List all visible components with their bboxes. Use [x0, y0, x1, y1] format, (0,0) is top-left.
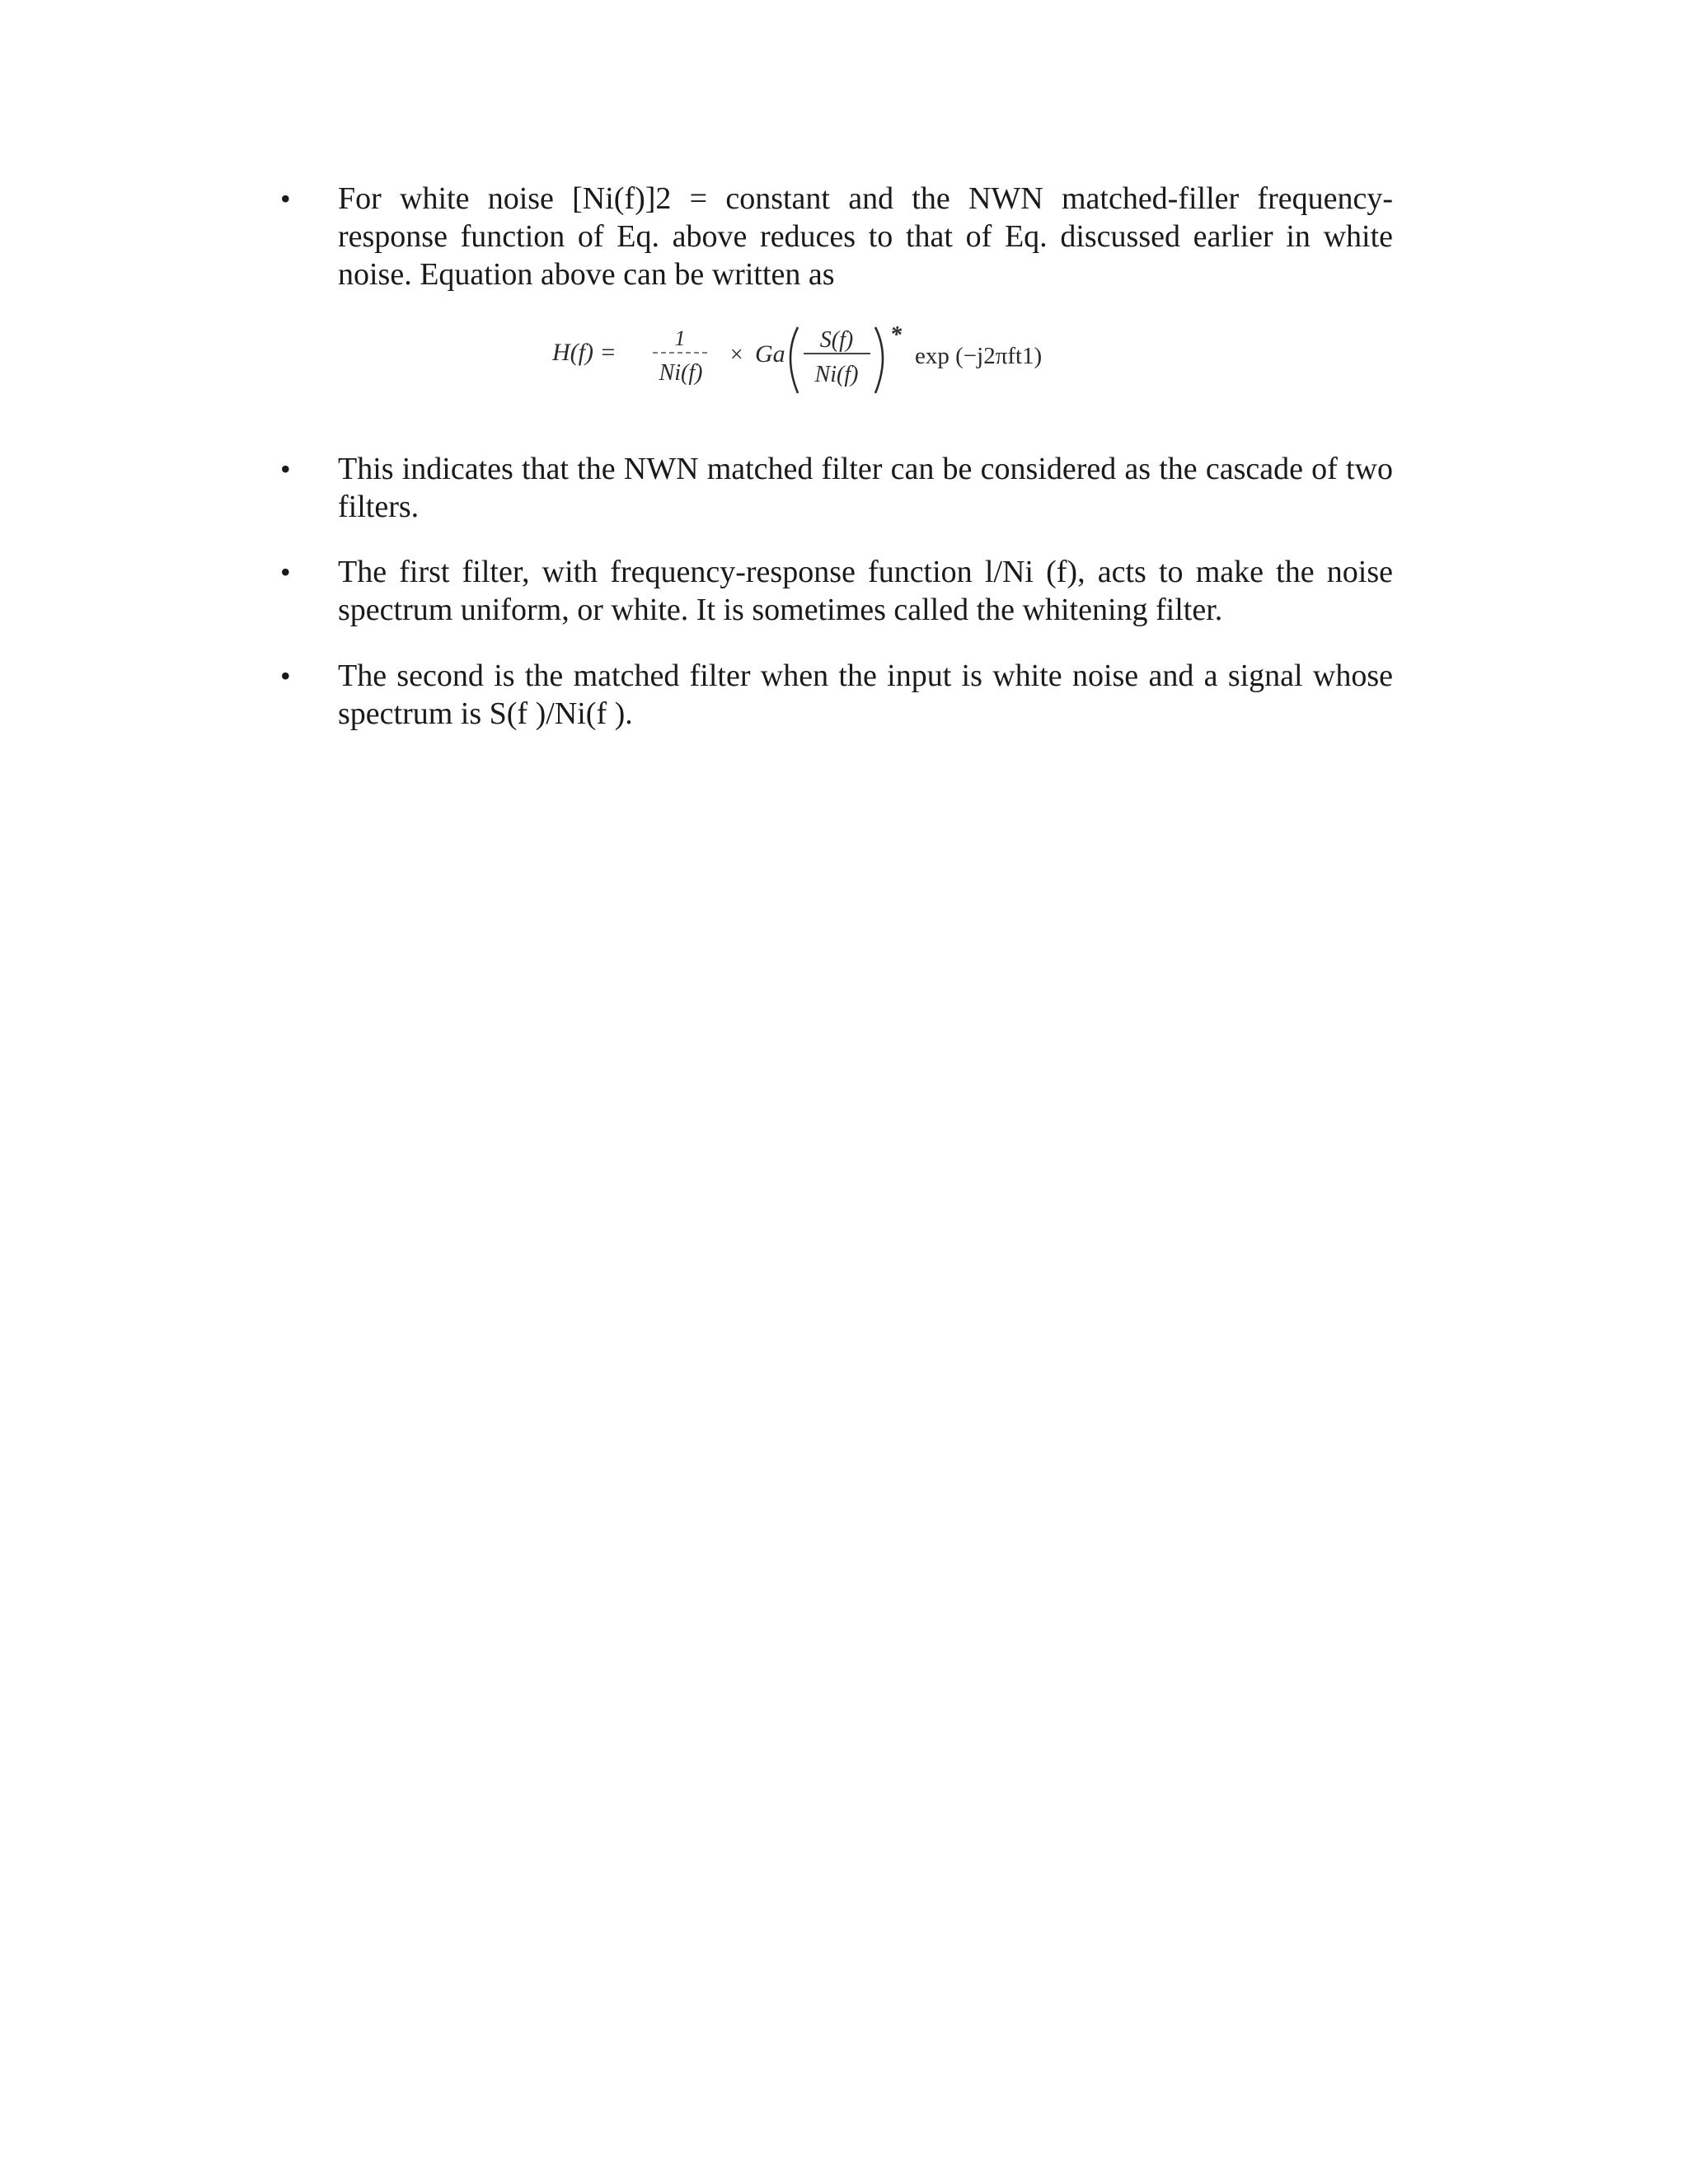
equation-left-paren: [790, 327, 798, 393]
bullet-marker: •: [280, 555, 291, 588]
equation-gain: Ga: [755, 340, 785, 368]
bullet-text: The second is the matched filter when the input is white noise and a signal whose spectrum is S(f )/Ni(f ).: [338, 658, 1393, 731]
bullet-text: This indicates that the NWN matched filter can be considered as the cascade of two filters.: [338, 452, 1393, 524]
bullet-marker: •: [280, 452, 291, 485]
equation-frac1-denominator: Ni(f): [659, 360, 703, 386]
matched-filter-equation: [552, 317, 1080, 403]
bullet-marker: •: [280, 182, 291, 215]
equation-frac1-numerator: 1: [674, 326, 686, 350]
equation-right-paren: [875, 327, 883, 393]
equation-conjugate: *: [890, 322, 902, 348]
equation-frac2-numerator: S(f): [819, 327, 854, 353]
equation-times: ×: [729, 342, 744, 368]
bullet-text: For white noise [Ni(f)]2 = constant and the NWN matched-filler frequency-response function of Eq. above reduces to that of Eq. discussed earlier in white noise. Equation above can be written as: [338, 181, 1393, 292]
equation-frac2-denominator: Ni(f): [814, 362, 859, 387]
bullet-marker: •: [280, 659, 291, 692]
equation-exp-term: exp (−j2πft1): [915, 343, 1043, 369]
bullet-text: The first filter, with frequency-response function l/Ni (f), acts to make the noise spectrum uniform, or white. It is sometimes called the whitening filter.: [338, 555, 1393, 627]
equation-lhs: H(f) =: [552, 339, 617, 366]
